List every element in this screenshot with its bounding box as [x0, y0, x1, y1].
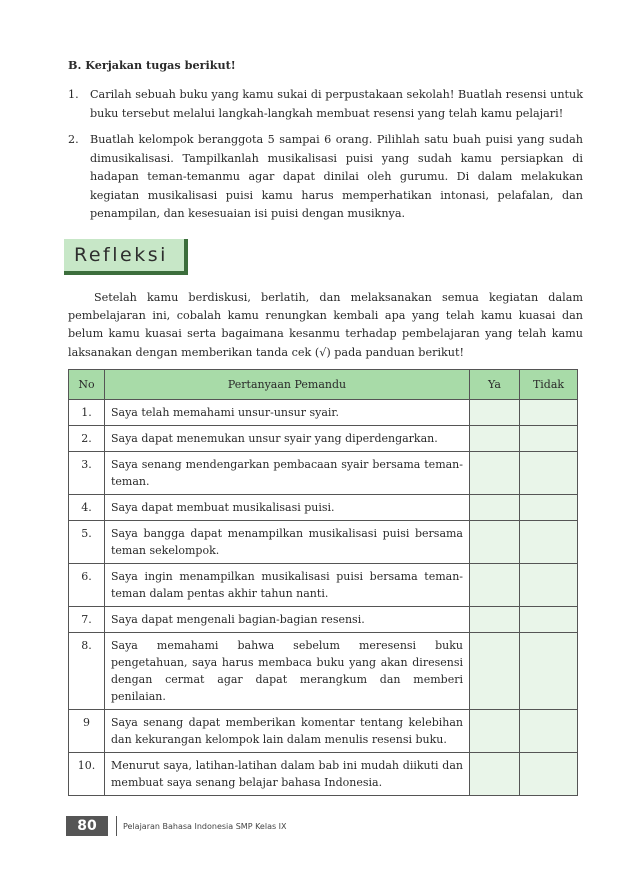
- row-question: Saya memahami bahwa sebelum meresensi buku pengetahuan, saya harus membaca buku yang akan diresensi dengan cermat agar dapat merangkum dan memberi penilaian.: [105, 633, 470, 710]
- row-question: Saya senang mendengarkan pembacaan syair bersama teman-teman.: [105, 452, 470, 495]
- table-row: [69, 753, 578, 796]
- table-row: [69, 426, 578, 452]
- tidak-checkbox-cell[interactable]: [520, 753, 578, 796]
- table-row: [69, 495, 578, 521]
- row-question: Saya dapat menemukan unsur syair yang diperdengarkan.: [105, 426, 470, 452]
- row-question: Saya dapat mengenali bagian-bagian resensi.: [105, 607, 470, 633]
- book-title: Pelajaran Bahasa Indonesia SMP Kelas IX: [123, 821, 287, 831]
- refleksi-intro: Setelah kamu berdiskusi, berlatih, dan melaksanakan semua kegiatan dalam pembelajaran ini, cobalah kamu renungkan kembali apa yang telah kamu kuasai dan belum kamu kuasai serta bagaimana kesanmu terhadap pembelajaran yang telah kamu laksanakan dengan memberikan tanda cek (√) pada panduan berikut!: [68, 291, 583, 359]
- footer-divider: [116, 816, 117, 836]
- row-number: 8.: [69, 633, 105, 710]
- row-question: Saya dapat membuat musikalisasi puisi.: [105, 495, 470, 521]
- row-number: 1.: [69, 400, 105, 426]
- tidak-checkbox-cell[interactable]: [520, 521, 578, 564]
- section-heading: B. Kerjakan tugas berikut!: [68, 58, 236, 72]
- row-question: Saya ingin menampilkan musikalisasi puisi bersama teman-teman dalam pentas akhir tahun nanti.: [105, 564, 470, 607]
- row-number: 7.: [69, 607, 105, 633]
- row-question: Menurut saya, latihan-latihan dalam bab ini mudah diikuti dan membuat saya senang belajar bahasa Indonesia.: [105, 753, 470, 796]
- refleksi-title: Refleksi: [74, 244, 168, 266]
- row-number: 2.: [69, 426, 105, 452]
- header-ya: Ya: [470, 370, 520, 400]
- table-row: [69, 400, 578, 426]
- table-row: [69, 710, 578, 753]
- page-number: 80: [66, 816, 108, 836]
- page-footer: [66, 816, 287, 836]
- tidak-checkbox-cell[interactable]: [520, 452, 578, 495]
- tidak-checkbox-cell[interactable]: [520, 426, 578, 452]
- task-text: Buatlah kelompok beranggota 5 sampai 6 orang. Pilihlah satu buah puisi yang sudah dimusikalisasi. Tampilkanlah musikalisasi puisi yang sudah kamu persiapkan di hadapan teman-temanmu agar dapat dinilai oleh gurumu. Di dalam melakukan kegiatan musikalisasi puisi kamu harus memperhatikan intonasi, pelafalan, dan penampilan, dan kesesuaian isi puisi dengan musiknya.: [90, 133, 583, 220]
- task-item: [68, 131, 583, 224]
- tidak-checkbox-cell[interactable]: [520, 710, 578, 753]
- task-number: 2.: [68, 133, 79, 146]
- task-text: Carilah sebuah buku yang kamu sukai di perpustakaan sekolah! Buatlah resensi untuk buku tersebut melalui langkah-langkah membuat resensi yang telah kamu pelajari!: [90, 88, 583, 120]
- ya-checkbox-cell[interactable]: [470, 710, 520, 753]
- tidak-checkbox-cell[interactable]: [520, 495, 578, 521]
- assignment-section: [68, 58, 583, 232]
- header-tidak: Tidak: [520, 370, 578, 400]
- table-row: [69, 452, 578, 495]
- row-number: 5.: [69, 521, 105, 564]
- tidak-checkbox-cell[interactable]: [520, 607, 578, 633]
- task-item: [68, 86, 583, 123]
- row-number: 3.: [69, 452, 105, 495]
- row-question: Saya bangga dapat menampilkan musikalisasi puisi bersama teman sekelompok.: [105, 521, 470, 564]
- reflection-table: [68, 369, 578, 796]
- row-number: 4.: [69, 495, 105, 521]
- ya-checkbox-cell[interactable]: [470, 495, 520, 521]
- tidak-checkbox-cell[interactable]: [520, 633, 578, 710]
- tidak-checkbox-cell[interactable]: [520, 564, 578, 607]
- row-number: 10.: [69, 753, 105, 796]
- row-number: 9: [69, 710, 105, 753]
- ya-checkbox-cell[interactable]: [470, 753, 520, 796]
- tidak-checkbox-cell[interactable]: [520, 400, 578, 426]
- ya-checkbox-cell[interactable]: [470, 607, 520, 633]
- refleksi-title-box: [64, 239, 188, 275]
- row-number: 6.: [69, 564, 105, 607]
- table-row: [69, 633, 578, 710]
- row-question: Saya telah memahami unsur-unsur syair.: [105, 400, 470, 426]
- ya-checkbox-cell[interactable]: [470, 521, 520, 564]
- row-question: Saya senang dapat memberikan komentar tentang kelebihan dan kekurangan kelompok lain dalam menulis resensi buku.: [105, 710, 470, 753]
- ya-checkbox-cell[interactable]: [470, 452, 520, 495]
- ya-checkbox-cell[interactable]: [470, 400, 520, 426]
- table-row: [69, 564, 578, 607]
- header-question: Pertanyaan Pemandu: [105, 370, 470, 400]
- ya-checkbox-cell[interactable]: [470, 564, 520, 607]
- ya-checkbox-cell[interactable]: [470, 633, 520, 710]
- table-header-row: [69, 370, 578, 400]
- table-row: [69, 521, 578, 564]
- table-row: [69, 607, 578, 633]
- task-number: 1.: [68, 88, 79, 101]
- header-no: No: [69, 370, 105, 400]
- ya-checkbox-cell[interactable]: [470, 426, 520, 452]
